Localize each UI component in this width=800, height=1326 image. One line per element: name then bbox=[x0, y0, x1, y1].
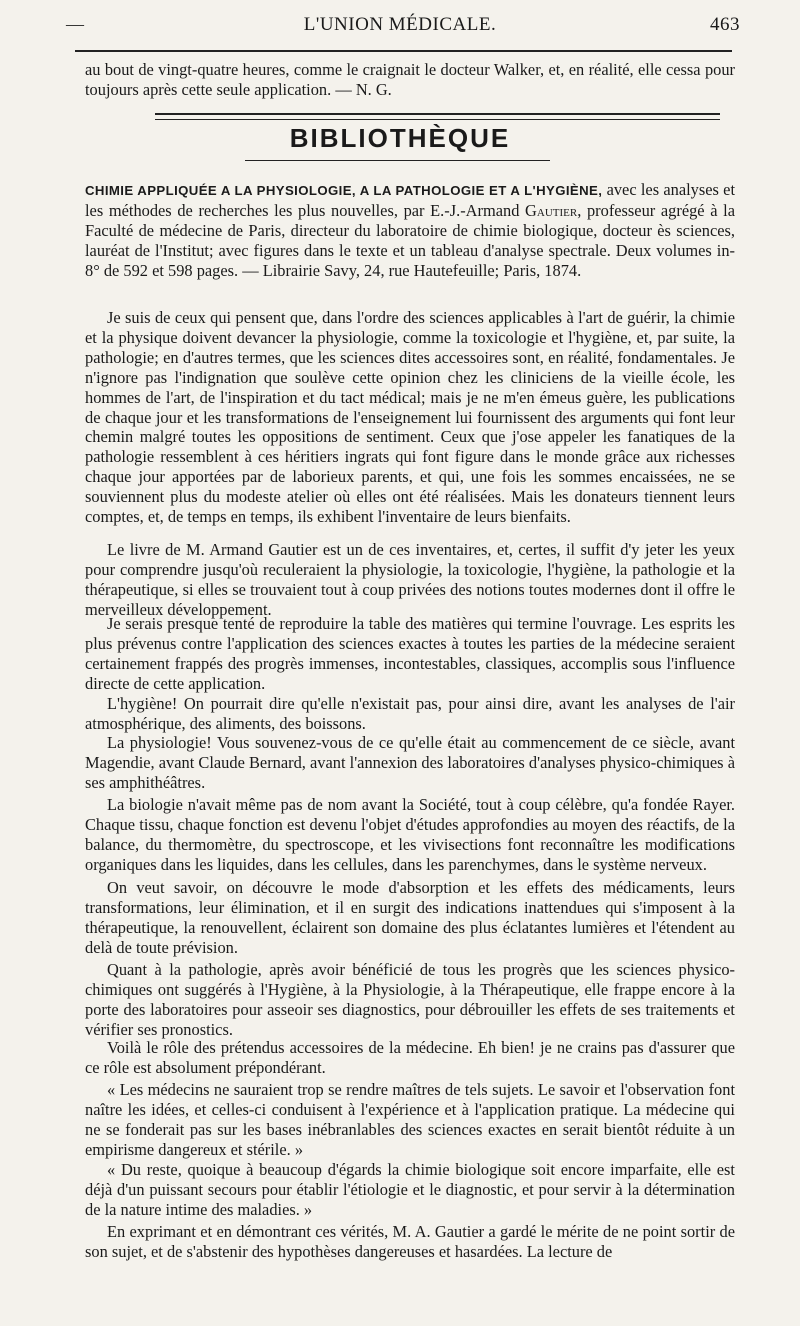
page-number: 463 bbox=[710, 14, 740, 35]
section-rule-bottom bbox=[245, 160, 550, 161]
quote-1: « Les médecins ne sauraient trop se rendre maîtres de tels sujets. Le savoir et l'observation font naître les idées, et celles-ci conduisent à l'expérience et à l'application pratique. La médecine qui ne se fonderait pas sur les bases inébranlables des sciences exactes en serait bientôt réduite à un empirisme dangereux et stérile. » bbox=[85, 1080, 735, 1159]
section-rule-top bbox=[155, 113, 720, 120]
section-title: BIBLIOTHÈQUE bbox=[289, 123, 511, 153]
book-notice bbox=[85, 180, 735, 281]
running-head bbox=[60, 14, 740, 40]
intro-paragraph: au bout de vingt-quatre heures, comme le craignait le docteur Walker, et, en réalité, elle cessa pour toujours après cette seule application. — N. G. bbox=[85, 60, 735, 99]
quote-2: « Du reste, quoique à beaucoup d'égards la chimie biologique soit encore imparfaite, elle est déjà d'un puissant secours pour établir l'étiologie et le diagnostic, et pour servir à la détermination de la nature intime des maladies. » bbox=[85, 1160, 735, 1219]
paragraph-8: Quant à la pathologie, après avoir bénéficié de tous les progrès que les sciences physico-chimiques ont suggérés à l'Hygiène, à la Physiologie, à la Thérapeutique, elle frappe encore à la porte des laboratoires pour asseoir ses diagnostics, pour débrouiller les effets de ses traitements et vérifier ses pronostics. bbox=[85, 960, 735, 1039]
paragraph-9: Voilà le rôle des prétendus accessoires de la médecine. Eh bien! je ne crains pas d'assurer que ce rôle est absolument prépondérant. bbox=[85, 1038, 735, 1077]
book-desc-before: avec les analyses et les méthodes de recherches les plus nouvelles, par E.-J.-Armand bbox=[85, 180, 735, 220]
paragraph-6: La biologie n'avait même pas de nom avant la Société, tout à coup célèbre, qu'a fondée Rayer. Chaque tissu, chaque fonction est devenu l'objet d'études approfondies au moyen des réactifs, de la balance, du thermomètre, du spectroscope, et les vivisections font reconnaître les modifications organiques dans les liquides, dans les cellules, dans les parenchymes, dans le système nerveux. bbox=[85, 795, 735, 874]
paragraph-3: Je serais presque tenté de reproduire la table des matières qui termine l'ouvrage. Les esprits les plus prévenus contre l'application des sciences exactes à toutes les parties de la médecine seraient certainement frappés des progrès immenses, incontestables, classiques, accomplis sous l'influence directe de cette application. bbox=[85, 614, 735, 693]
book-title: CHIMIE APPLIQUÉE A LA PHYSIOLOGIE, A LA PATHOLOGIE ET A L'HYGIÈNE, bbox=[85, 183, 603, 198]
header-rule bbox=[75, 50, 732, 52]
journal-title: L'UNION MÉDICALE. bbox=[303, 14, 497, 35]
paragraph-5: La physiologie! Vous souvenez-vous de ce qu'elle était au commencement de ce siècle, avant Magendie, avant Claude Bernard, avant l'annexion des laboratoires d'analyses physico-chimiques à ses amphithéâtres. bbox=[85, 733, 735, 792]
header-dash: — bbox=[66, 14, 85, 34]
paragraph-2: Le livre de M. Armand Gautier est un de ces inventaires, et, certes, il suffit d'y jeter les yeux pour comprendre jusqu'où reculeraient la physiologie, la toxicologie, l'hygiène, la pathologie et la thérapeutique, si elles se trouvaient tout à coup privées des notions toutes modernes dont il offre le merveilleux développement. bbox=[85, 540, 735, 619]
paragraph-7: On veut savoir, on découvre le mode d'absorption et les effets des médicaments, leurs transformations, leur élimination, et il en surgit des indications inattendues qui s'imposent à la thérapeutique, la renouvellent, éclairent son domaine des plus éclatantes lumières et l'étendent au delà de toute prévision. bbox=[85, 878, 735, 957]
paragraph-1: Je suis de ceux qui pensent que, dans l'ordre des sciences applicables à l'art de guérir, la chimie et la physique doivent devancer la physiologie, comme la toxicologie et l'hygiène, et, par suite, la pathologie; en d'autres termes, que les sciences dites accessoires sont, en réalité, fondamentales. Je n'ignore pas l'indignation que soulève cette opinion chez les cliniciens de la vieille école, les hommes de l'art, de l'inspiration et du tact médical; mais je ne m'en émeus guère, les publications de chaque jour et les transformations de l'enseignement lui fournissent des arguments qui font leur chemin malgré toutes les oppositions de sentiment. Ceux que j'ose appeler les fanatiques de la pathologie ressemblent à ces héritiers ingrats qui font figure dans le monde grâce aux richesses chaque jour apportées par de laborieux parents, et qui, une fois les sommes encaissées, ne se souviennent plus du modeste atelier où elles ont été réalisées. Mais les donateurs tiennent leurs comptes, et, de temps en temps, ils exhibent l'inventaire de leurs bienfaits. bbox=[85, 308, 735, 527]
paragraph-10: En exprimant et en démontrant ces vérités, M. A. Gautier a gardé le mérite de ne point sortir de son sujet, et de s'abstenir des hypothèses dangereuses et hasardées. La lecture de bbox=[85, 1222, 735, 1261]
paragraph-4: L'hygiène! On pourrait dire qu'elle n'existait pas, pour ainsi dire, avant les analyses de l'air atmosphérique, des aliments, des boissons. bbox=[85, 694, 735, 733]
book-desc-after: , professeur agrégé à la Faculté de médecine de Paris, directeur du laboratoire de chimie biologique, docteur ès sciences, lauréat de l'Institut; avec figures dans le texte et un tableau d'analyse spectrale. Deux volumes in-8° de 592 et 598 pages. — Librairie Savy, 24, rue Hautefeuille; Paris, 1874. bbox=[85, 200, 735, 280]
book-author: Gautier bbox=[525, 200, 578, 220]
